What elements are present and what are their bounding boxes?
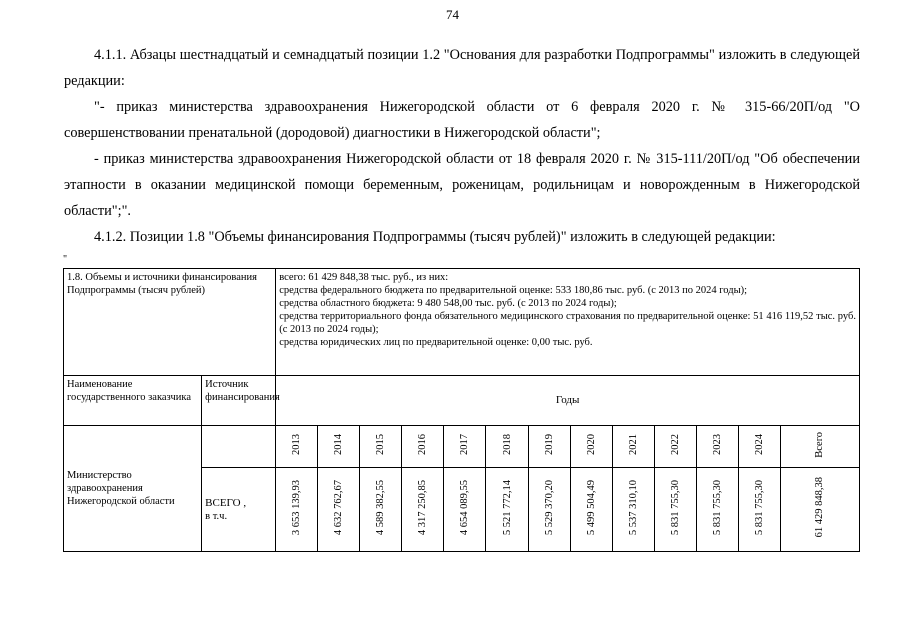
value-cell: [486, 468, 528, 552]
year-cell-total: [780, 426, 859, 468]
year-cell: [570, 426, 612, 468]
order-111: [64, 146, 860, 224]
value-cell: [696, 468, 738, 552]
position-row: [64, 269, 860, 376]
year-cell: [612, 426, 654, 468]
year-label: 2017: [459, 434, 471, 455]
year-label: 2021: [627, 434, 639, 455]
source-sub: в т.ч.: [205, 510, 228, 522]
value-2021: 5 537 310,10: [627, 479, 639, 536]
source-empty-cell: [202, 426, 276, 468]
header-years-cell: [276, 376, 860, 426]
value-cell: [276, 468, 318, 552]
value-2014: 4 632 762,67: [333, 479, 345, 536]
value-2020: 5 499 504,49: [585, 479, 597, 536]
value-cell: [444, 468, 486, 552]
position-label: 1.8. Объемы и источники финансирования Подпрограммы (тысяч рублей): [67, 272, 257, 296]
value-2018: 5 521 772,14: [501, 479, 513, 536]
source-cell: [202, 468, 276, 552]
year-label: 2015: [375, 434, 387, 455]
position-label-cell: [64, 269, 276, 376]
amendment-4-1-2: [64, 224, 860, 250]
header-customer: Наименование государственного заказчика: [67, 379, 191, 403]
year-label: 2018: [501, 434, 513, 455]
value-total: 61 429 848,38: [814, 477, 826, 538]
value-cell: [570, 468, 612, 552]
year-label: 2016: [417, 434, 429, 455]
year-label: 2014: [333, 434, 345, 455]
funding-regional: средства областного бюджета: 9 480 548,00 тыс. руб. (с 2013 по 2024 годы);: [279, 298, 617, 309]
header-source: Источник финансирования: [205, 379, 280, 403]
value-2024: 5 831 755,30: [753, 479, 765, 536]
year-cell: [528, 426, 570, 468]
funding-legal-entities: средства юридических лиц по предварительной оценке: 0,00 тыс. руб.: [279, 337, 593, 348]
year-cell: [402, 426, 444, 468]
year-label-total: Всего: [814, 431, 826, 458]
value-cell: [360, 468, 402, 552]
value-2015: 4 589 382,55: [375, 479, 387, 536]
funding-federal: средства федерального бюджета по предварительной оценке: 533 180,86 тыс. руб. (с 2013 по 2024 годы);: [279, 285, 748, 296]
value-2017: 4 654 089,55: [459, 479, 471, 536]
year-cell: [444, 426, 486, 468]
year-label: 2013: [291, 434, 303, 455]
value-cell-total: [780, 468, 859, 552]
value-cell: [402, 468, 444, 552]
year-label: 2023: [711, 434, 723, 455]
funding-tfoms: средства территориального фонда обязательного медицинского страхования по предварительной оценке: 51 416 119,52 тыс. руб. (с 2013 по 2024 годы);: [279, 311, 856, 335]
funding-total: всего: 61 429 848,38 тыс. руб., из них:: [279, 272, 449, 283]
financing-table: [63, 268, 860, 552]
year-cell: [696, 426, 738, 468]
paragraph-4-1-2: 4.1.2. Позиции 1.8 "Объемы финансирования Подпрограммы (тысяч рублей)" изложить в следующей редакции:: [94, 229, 776, 245]
paragraph-order-66: "- приказ министерства здравоохранения Нижегородской области от 6 февраля 2020 г. № 315-66/20П/од "О совершенствовании пренатальной (дородовой) диагностики в Нижегородской области";: [64, 99, 860, 141]
customer-cell: [64, 426, 202, 552]
year-label: 2024: [753, 434, 765, 455]
value-2019: 5 529 370,20: [543, 479, 555, 536]
value-2016: 4 317 250,85: [417, 479, 429, 536]
paragraph-4-1-1: 4.1.1. Абзацы шестнадцатый и семнадцатый позиции 1.2 "Основания для разработки Подпрограммы" изложить в следующей редакции:: [64, 47, 860, 89]
opening-quote: ": [63, 254, 68, 265]
year-cell: [738, 426, 780, 468]
value-cell: [738, 468, 780, 552]
year-cell: [654, 426, 696, 468]
amendment-4-1-1: [64, 42, 860, 94]
value-2013: 3 653 139,93: [291, 479, 303, 536]
year-cell: [486, 426, 528, 468]
header-customer-cell: [64, 376, 202, 426]
customer-name: Министерство здравоохранения Нижегородской области: [67, 470, 175, 507]
header-source-cell: [202, 376, 280, 426]
value-cell: [612, 468, 654, 552]
header-row: [64, 376, 860, 426]
year-cell: [360, 426, 402, 468]
year-label: 2022: [669, 434, 681, 455]
value-2022: 5 831 755,30: [669, 479, 681, 536]
source-label: ВСЕГО ,: [205, 496, 247, 509]
value-cell: [318, 468, 360, 552]
year-label: 2019: [543, 434, 555, 455]
year-cell: [276, 426, 318, 468]
header-years: Годы: [555, 394, 580, 406]
year-cell: [318, 426, 360, 468]
page-number: 74: [446, 7, 459, 22]
value-cell: [528, 468, 570, 552]
value-cell: [654, 468, 696, 552]
years-row: [64, 426, 860, 468]
value-2023: 5 831 755,30: [711, 479, 723, 536]
year-label: 2020: [585, 434, 597, 455]
funding-summary-cell: [276, 269, 860, 376]
order-66: [64, 94, 860, 146]
paragraph-order-111: - приказ министерства здравоохранения Нижегородской области от 18 февраля 2020 г. № 315-111/20П/од "Об обеспечении этапности в оказании медицинской помощи беременным, роженицам, родильницам и новорожденным в Нижегородской области";".: [64, 151, 860, 219]
